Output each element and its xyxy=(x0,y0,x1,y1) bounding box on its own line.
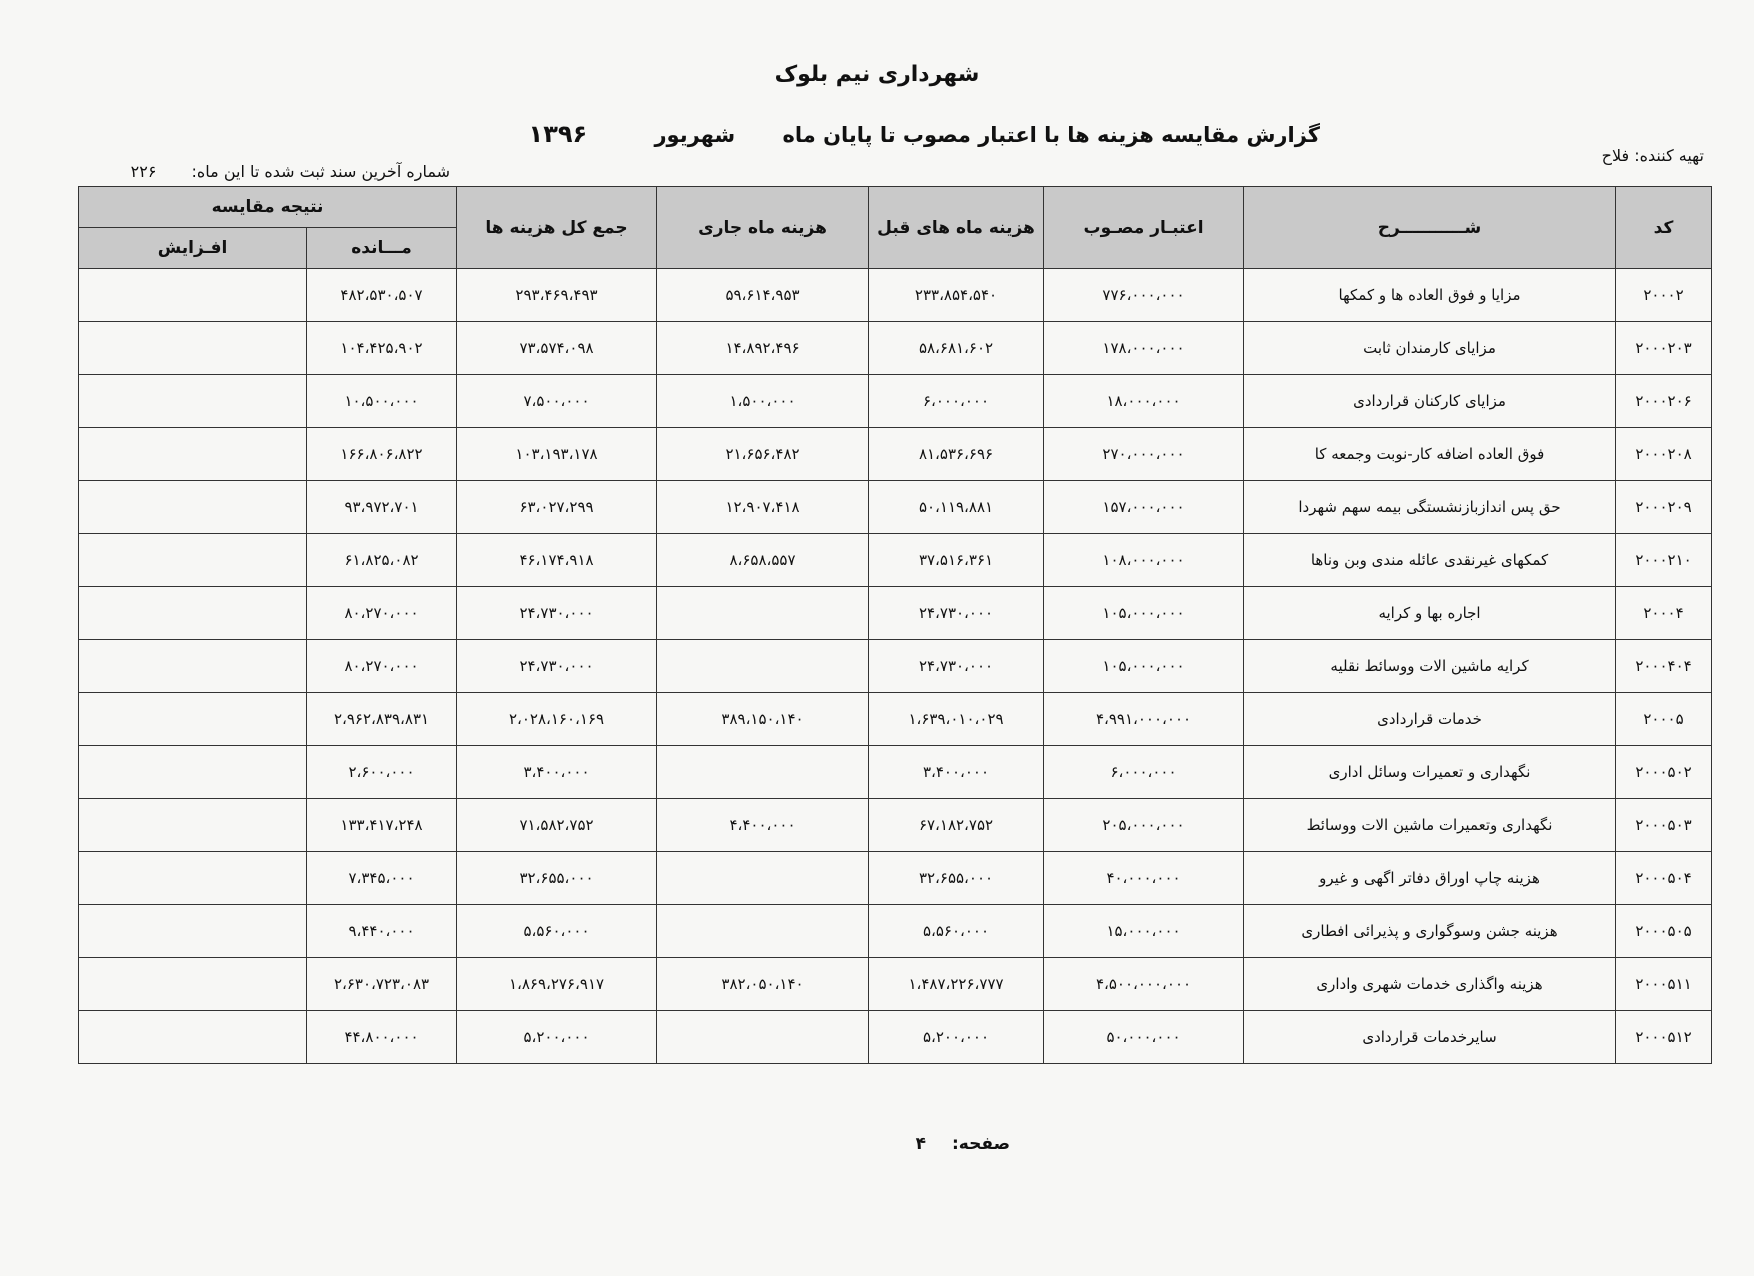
cell-increase xyxy=(79,534,307,587)
cell-remaining: ۸۰،۲۷۰،۰۰۰ xyxy=(307,640,457,693)
cell-current-month: ۸،۶۵۸،۵۵۷ xyxy=(657,534,869,587)
cell-total-expenses: ۲۹۳،۴۶۹،۴۹۳ xyxy=(457,269,657,322)
table-row xyxy=(79,269,1712,322)
cell-current-month: ۳۸۹،۱۵۰،۱۴۰ xyxy=(657,693,869,746)
cell-total-expenses: ۲۴،۷۳۰،۰۰۰ xyxy=(457,640,657,693)
cell-remaining: ۹،۴۴۰،۰۰۰ xyxy=(307,905,457,958)
cell-current-month: ۳۸۲،۰۵۰،۱۴۰ xyxy=(657,958,869,1011)
cell-increase xyxy=(79,322,307,375)
cell-approved-credit: ۷۷۶،۰۰۰،۰۰۰ xyxy=(1044,269,1244,322)
cell-approved-credit: ۴۰،۰۰۰،۰۰۰ xyxy=(1044,852,1244,905)
cell-current-month xyxy=(657,746,869,799)
cell-code: ۲۰۰۰۵۱۱ xyxy=(1616,958,1712,1011)
cell-remaining: ۴۴،۸۰۰،۰۰۰ xyxy=(307,1011,457,1064)
cell-remaining: ۹۳،۹۷۲،۷۰۱ xyxy=(307,481,457,534)
table-header-row xyxy=(79,187,1712,228)
cell-code: ۲۰۰۰۲۱۰ xyxy=(1616,534,1712,587)
cell-code: ۲۰۰۰۴ xyxy=(1616,587,1712,640)
cell-current-month: ۱۴،۸۹۲،۴۹۶ xyxy=(657,322,869,375)
table-row xyxy=(79,746,1712,799)
header-total-expenses: جمع کل هزینه ها xyxy=(457,187,657,269)
cell-previous-months: ۵،۵۶۰،۰۰۰ xyxy=(869,905,1044,958)
table-body xyxy=(79,269,1712,1064)
cell-code: ۲۰۰۰۵۰۳ xyxy=(1616,799,1712,852)
cell-previous-months: ۳۷،۵۱۶،۳۶۱ xyxy=(869,534,1044,587)
cell-increase xyxy=(79,693,307,746)
cell-current-month xyxy=(657,640,869,693)
page-label: صفحه: xyxy=(951,1134,1010,1154)
cell-previous-months: ۵۰،۱۱۹،۸۸۱ xyxy=(869,481,1044,534)
cell-code: ۲۰۰۰۲۰۸ xyxy=(1616,428,1712,481)
cell-code: ۲۰۰۰۵۰۵ xyxy=(1616,905,1712,958)
header-description: شـــــــــــرح xyxy=(1244,187,1616,269)
cell-code: ۲۰۰۰۵۰۴ xyxy=(1616,852,1712,905)
cell-code: ۲۰۰۰۲۰۶ xyxy=(1616,375,1712,428)
cell-increase xyxy=(79,481,307,534)
cell-remaining: ۶۱،۸۲۵،۰۸۲ xyxy=(307,534,457,587)
cell-description: هزینه واگذاری خدمات شهری واداری xyxy=(1244,958,1616,1011)
cell-remaining: ۲،۶۰۰،۰۰۰ xyxy=(307,746,457,799)
cell-approved-credit: ۲۰۵،۰۰۰،۰۰۰ xyxy=(1044,799,1244,852)
cell-approved-credit: ۴،۹۹۱،۰۰۰،۰۰۰ xyxy=(1044,693,1244,746)
cell-description: مزایای کارمندان ثابت xyxy=(1244,322,1616,375)
cell-current-month xyxy=(657,1011,869,1064)
cell-code: ۲۰۰۰۵۰۲ xyxy=(1616,746,1712,799)
cell-description: اجاره بها و کرایه xyxy=(1244,587,1616,640)
cell-description: مزایا و فوق العاده ها و کمکها xyxy=(1244,269,1616,322)
cell-total-expenses: ۱۰۳،۱۹۳،۱۷۸ xyxy=(457,428,657,481)
cell-description: کرایه ماشین الات ووسائط نقلیه xyxy=(1244,640,1616,693)
cell-increase xyxy=(79,958,307,1011)
cell-increase xyxy=(79,1011,307,1064)
cell-approved-credit: ۲۷۰،۰۰۰،۰۰۰ xyxy=(1044,428,1244,481)
cell-increase xyxy=(79,587,307,640)
cell-total-expenses: ۱،۸۶۹،۲۷۶،۹۱۷ xyxy=(457,958,657,1011)
cell-total-expenses: ۵،۲۰۰،۰۰۰ xyxy=(457,1011,657,1064)
header-remaining: مـــانده xyxy=(307,228,457,269)
cell-approved-credit: ۱۵۷،۰۰۰،۰۰۰ xyxy=(1044,481,1244,534)
cell-total-expenses: ۷،۵۰۰،۰۰۰ xyxy=(457,375,657,428)
cell-approved-credit: ۶،۰۰۰،۰۰۰ xyxy=(1044,746,1244,799)
table-row xyxy=(79,799,1712,852)
cell-total-expenses: ۷۱،۵۸۲،۷۵۲ xyxy=(457,799,657,852)
cell-increase xyxy=(79,428,307,481)
cell-remaining: ۱۰،۵۰۰،۰۰۰ xyxy=(307,375,457,428)
cell-previous-months: ۱،۴۸۷،۲۲۶،۷۷۷ xyxy=(869,958,1044,1011)
cell-previous-months: ۸۱،۵۳۶،۶۹۶ xyxy=(869,428,1044,481)
cell-previous-months: ۶۷،۱۸۲،۷۵۲ xyxy=(869,799,1044,852)
table-row xyxy=(79,534,1712,587)
cell-approved-credit: ۱۵،۰۰۰،۰۰۰ xyxy=(1044,905,1244,958)
cell-current-month: ۱،۵۰۰،۰۰۰ xyxy=(657,375,869,428)
cell-previous-months: ۲۴،۷۳۰،۰۰۰ xyxy=(869,587,1044,640)
table-row xyxy=(79,640,1712,693)
cell-total-expenses: ۴۶،۱۷۴،۹۱۸ xyxy=(457,534,657,587)
cell-total-expenses: ۶۳،۰۲۷،۲۹۹ xyxy=(457,481,657,534)
cell-code: ۲۰۰۰۲۰۹ xyxy=(1616,481,1712,534)
cell-previous-months: ۳،۴۰۰،۰۰۰ xyxy=(869,746,1044,799)
cell-approved-credit: ۱۰۸،۰۰۰،۰۰۰ xyxy=(1044,534,1244,587)
table-row xyxy=(79,322,1712,375)
cell-remaining: ۲،۹۶۲،۸۳۹،۸۳۱ xyxy=(307,693,457,746)
cell-description: سایرخدمات قراردادی xyxy=(1244,1011,1616,1064)
report-title: گزارش مقایسه هزینه ها با اعتبار مصوب تا پایان ماه xyxy=(782,123,1320,147)
page-number: ۴ xyxy=(915,1134,927,1154)
report-title-line xyxy=(528,120,1320,148)
cell-increase xyxy=(79,852,307,905)
preparer-label: تهیه کننده: فلاح xyxy=(1601,146,1704,165)
cell-current-month xyxy=(657,852,869,905)
cell-current-month: ۱۲،۹۰۷،۴۱۸ xyxy=(657,481,869,534)
cell-remaining: ۲،۶۳۰،۷۲۳،۰۸۳ xyxy=(307,958,457,1011)
last-document-label: شماره آخرین سند ثبت شده تا این ماه: xyxy=(191,162,450,181)
cell-approved-credit: ۴،۵۰۰،۰۰۰،۰۰۰ xyxy=(1044,958,1244,1011)
cell-code: ۲۰۰۰۴۰۴ xyxy=(1616,640,1712,693)
header-approved-credit: اعتبـار مصـوب xyxy=(1044,187,1244,269)
cell-previous-months: ۲۳۳،۸۵۴،۵۴۰ xyxy=(869,269,1044,322)
table-row xyxy=(79,958,1712,1011)
cell-increase xyxy=(79,799,307,852)
report-month: شهریور xyxy=(654,123,736,147)
cell-previous-months: ۵۸،۶۸۱،۶۰۲ xyxy=(869,322,1044,375)
report-year: ۱۳۹۶ xyxy=(528,120,588,148)
cell-increase xyxy=(79,375,307,428)
cell-current-month: ۴،۴۰۰،۰۰۰ xyxy=(657,799,869,852)
table-row xyxy=(79,428,1712,481)
cell-remaining: ۱۶۶،۸۰۶،۸۲۲ xyxy=(307,428,457,481)
cell-remaining: ۸۰،۲۷۰،۰۰۰ xyxy=(307,587,457,640)
cell-approved-credit: ۱۰۵،۰۰۰،۰۰۰ xyxy=(1044,587,1244,640)
cell-increase xyxy=(79,746,307,799)
last-document-number: ۲۲۶ xyxy=(130,162,157,181)
cell-increase xyxy=(79,640,307,693)
cell-approved-credit: ۱۸،۰۰۰،۰۰۰ xyxy=(1044,375,1244,428)
cell-remaining: ۱۳۳،۴۱۷،۲۴۸ xyxy=(307,799,457,852)
cell-approved-credit: ۱۷۸،۰۰۰،۰۰۰ xyxy=(1044,322,1244,375)
cell-approved-credit: ۵۰،۰۰۰،۰۰۰ xyxy=(1044,1011,1244,1064)
cell-description: مزایای کارکنان قراردادی xyxy=(1244,375,1616,428)
table-row xyxy=(79,852,1712,905)
cell-total-expenses: ۳،۴۰۰،۰۰۰ xyxy=(457,746,657,799)
cell-remaining: ۴۸۲،۵۳۰،۵۰۷ xyxy=(307,269,457,322)
cell-previous-months: ۵،۲۰۰،۰۰۰ xyxy=(869,1011,1044,1064)
cell-current-month: ۵۹،۶۱۴،۹۵۳ xyxy=(657,269,869,322)
table-row xyxy=(79,587,1712,640)
header-comparison-result: نتیجه مقایسه xyxy=(79,187,457,228)
page-footer xyxy=(850,1134,1010,1154)
cell-increase xyxy=(79,269,307,322)
cell-code: ۲۰۰۰۲ xyxy=(1616,269,1712,322)
cell-total-expenses: ۵،۵۶۰،۰۰۰ xyxy=(457,905,657,958)
header-previous-months: هزینه ماه های قبل xyxy=(869,187,1044,269)
last-document-info xyxy=(100,162,450,181)
cell-previous-months: ۶،۰۰۰،۰۰۰ xyxy=(869,375,1044,428)
table-row xyxy=(79,905,1712,958)
cell-code: ۲۰۰۰۵ xyxy=(1616,693,1712,746)
header-code: کد xyxy=(1616,187,1712,269)
table-row xyxy=(79,1011,1712,1064)
cell-code: ۲۰۰۰۵۱۲ xyxy=(1616,1011,1712,1064)
expense-comparison-table xyxy=(78,186,1712,1064)
header-current-month: هزینه ماه جاری xyxy=(657,187,869,269)
cell-description: نگهداری و تعمیرات وسائل اداری xyxy=(1244,746,1616,799)
cell-current-month xyxy=(657,905,869,958)
cell-current-month: ۲۱،۶۵۶،۴۸۲ xyxy=(657,428,869,481)
cell-current-month xyxy=(657,587,869,640)
cell-total-expenses: ۷۳،۵۷۴،۰۹۸ xyxy=(457,322,657,375)
organization-title: شهرداری نیم بلوک xyxy=(774,62,980,87)
cell-increase xyxy=(79,905,307,958)
table-row xyxy=(79,693,1712,746)
cell-description: فوق العاده اضافه کار-نوبت وجمعه کا xyxy=(1244,428,1616,481)
cell-code: ۲۰۰۰۲۰۳ xyxy=(1616,322,1712,375)
header-increase: افـزایش xyxy=(79,228,307,269)
cell-total-expenses: ۲۴،۷۳۰،۰۰۰ xyxy=(457,587,657,640)
cell-approved-credit: ۱۰۵،۰۰۰،۰۰۰ xyxy=(1044,640,1244,693)
cell-previous-months: ۳۲،۶۵۵،۰۰۰ xyxy=(869,852,1044,905)
table-row xyxy=(79,481,1712,534)
cell-previous-months: ۱،۶۳۹،۰۱۰،۰۲۹ xyxy=(869,693,1044,746)
cell-remaining: ۷،۳۴۵،۰۰۰ xyxy=(307,852,457,905)
cell-previous-months: ۲۴،۷۳۰،۰۰۰ xyxy=(869,640,1044,693)
table-row xyxy=(79,375,1712,428)
cell-remaining: ۱۰۴،۴۲۵،۹۰۲ xyxy=(307,322,457,375)
cell-description: حق پس اندازبازنشستگی بیمه سهم شهردا xyxy=(1244,481,1616,534)
cell-description: خدمات قراردادی xyxy=(1244,693,1616,746)
cell-description: نگهداری وتعمیرات ماشین الات ووسائط xyxy=(1244,799,1616,852)
cell-total-expenses: ۲،۰۲۸،۱۶۰،۱۶۹ xyxy=(457,693,657,746)
cell-description: هزینه جشن وسوگواری و پذیرائی افطاری xyxy=(1244,905,1616,958)
cell-description: هزینه چاپ اوراق دفاتر اگهی و غیرو xyxy=(1244,852,1616,905)
cell-total-expenses: ۳۲،۶۵۵،۰۰۰ xyxy=(457,852,657,905)
cell-description: کمکهای غیرنقدی عائله مندی وبن وناها xyxy=(1244,534,1616,587)
